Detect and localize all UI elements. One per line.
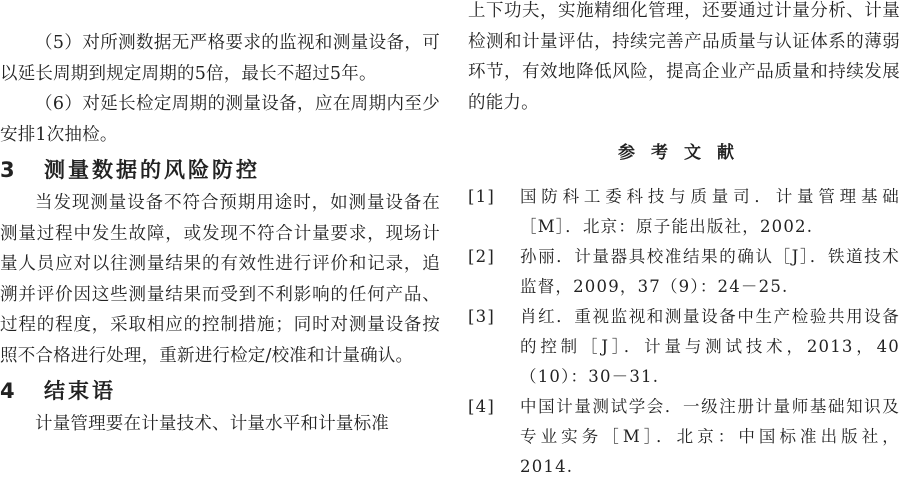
reference-number: [3] — [468, 307, 495, 326]
references-title: 参考文献 — [618, 143, 750, 163]
reference-number: [1] — [468, 187, 495, 206]
paragraph-item-6: （6）对延长检定周期的测量设备，应在周期内至少安排1次抽检。 — [0, 94, 440, 145]
paragraph-item-5: （5）对所测数据无严格要求的监视和测量设备，可以延长周期到规定周期的5倍，最长不超过5年。 — [0, 33, 440, 84]
reference-text: 国防科工委科技与质量司．计量管理基础［M］．北京：原子能出版社，2002. — [520, 187, 900, 236]
reference-text: 肖红．重视监视和测量设备中生产检验共用设备的控制［J］．计量与测试技术，2013，40（10）：30－31. — [520, 307, 900, 386]
reference-number: [4] — [468, 397, 495, 416]
section-title: 结束语 — [44, 379, 116, 403]
section-heading-4 — [0, 373, 440, 409]
references-list — [468, 182, 900, 482]
reference-item — [468, 302, 900, 392]
section-number: 3 — [0, 158, 18, 182]
left-column — [0, 0, 440, 440]
reference-text: 中国计量测试学会．一级注册计量师基础知识及专业实务［M］．北京：中国标准出版社，2014. — [520, 397, 900, 476]
reference-item — [468, 242, 900, 302]
reference-text: 孙丽．计量器具校准结果的确认［J］．铁道技术监督，2009，37（9）：24－25. — [520, 247, 900, 296]
reference-item — [468, 182, 900, 242]
paragraph-conclusion: 计量管理要在计量技术、计量水平和计量标准 — [35, 414, 389, 434]
section-title: 测量数据的风险防控 — [44, 158, 260, 182]
section-number: 4 — [0, 379, 18, 403]
section-heading-3 — [0, 152, 440, 188]
right-column — [468, 0, 900, 482]
paragraph-risk-control: 当发现测量设备不符合预期用途时，如测量设备在测量过程中发生故障，或发现不符合计量要求，现场计量人员应对以往测量结果的有效性进行评价和记录，追溯并评价因这些测量结果而受到不利影响的任何产品、过程的程度，采取相应的控制措施；同时对测量设备按照不合格进行处理，重新进行检定/校准和计量确认。 — [0, 193, 440, 366]
reference-number: [2] — [468, 247, 495, 266]
paragraph-conclusion-continued: 上下功夫，实施精细化管理，还要通过计量分析、计量检测和计量评估，持续完善产品质量与认证体系的薄弱环节，有效地降低风险，提高企业产品质量和持续发展的能力。 — [468, 1, 900, 113]
